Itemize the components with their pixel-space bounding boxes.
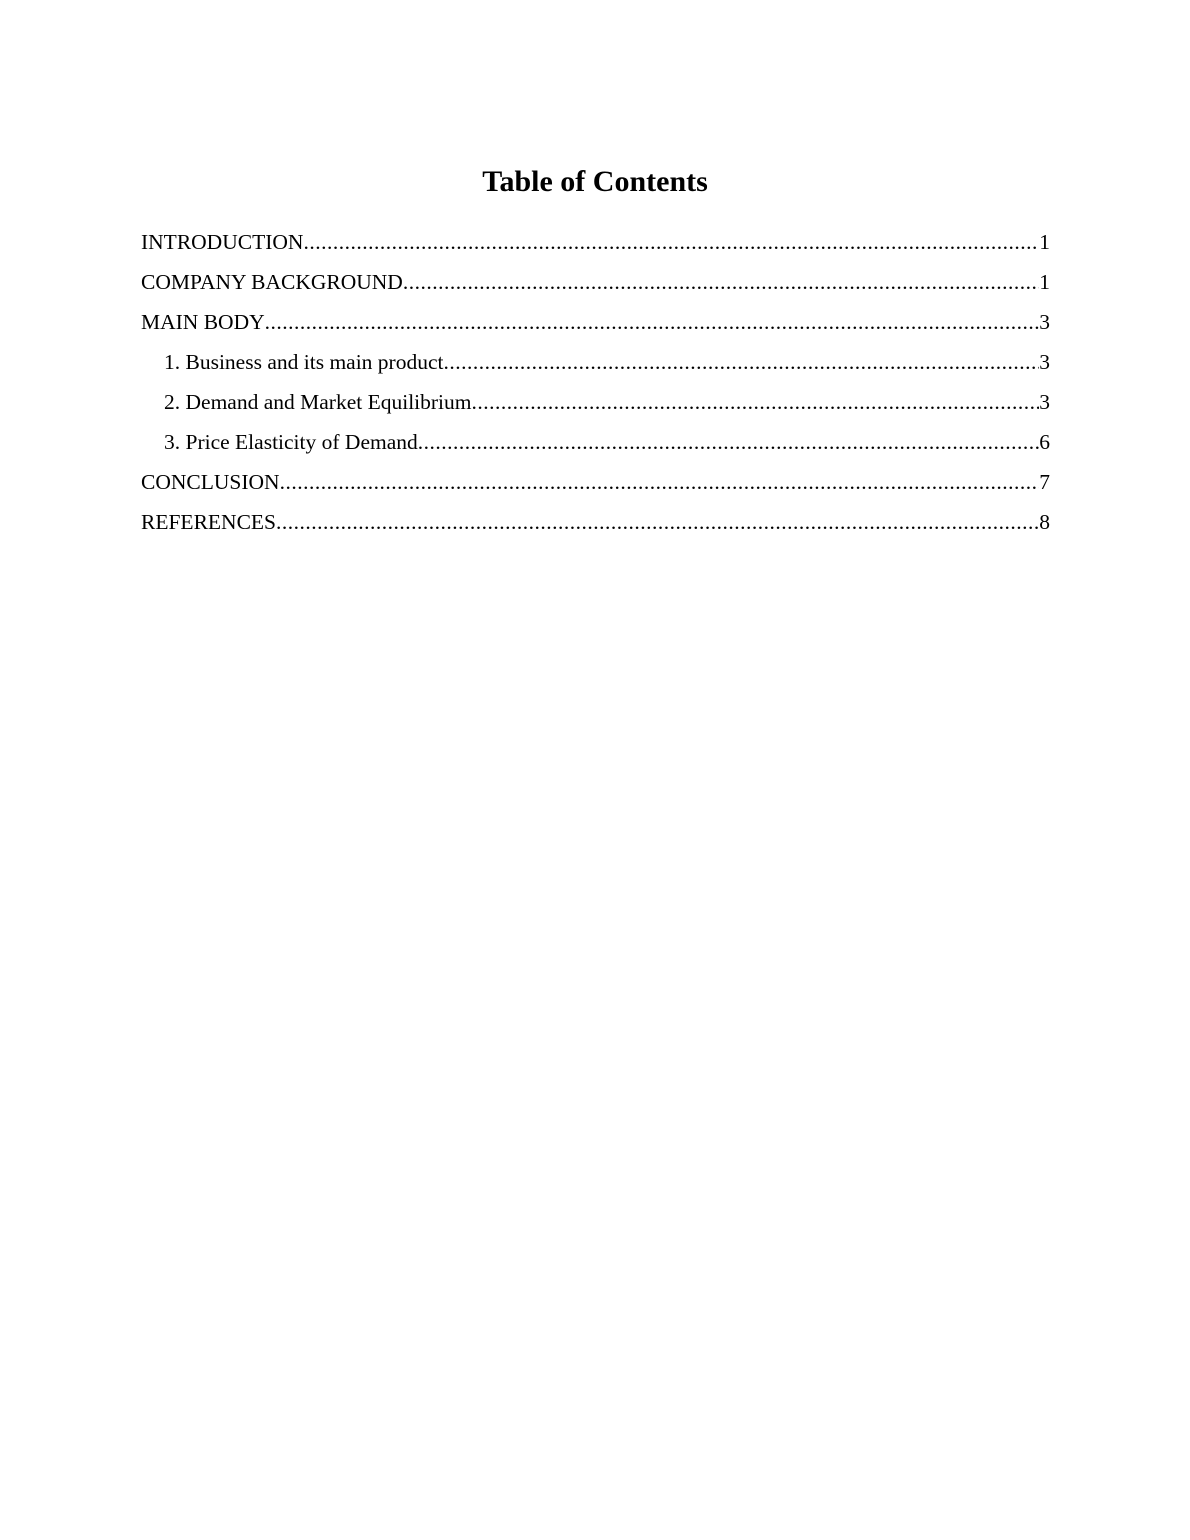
toc-entry-price-elasticity[interactable] [141, 422, 1050, 462]
toc-entry-company-background[interactable] [141, 262, 1050, 302]
toc-page-number: 7 [1039, 470, 1050, 494]
toc-page-number: 8 [1039, 510, 1050, 534]
toc-page-number: 1 [1039, 270, 1050, 294]
toc-entry-demand-market-equilibrium[interactable] [141, 382, 1050, 422]
toc-dot-leader [472, 382, 1040, 422]
toc-entry-label: 3. Price Elasticity of Demand [164, 430, 418, 454]
toc-entry-label: MAIN BODY [141, 310, 265, 334]
toc-title: Table of Contents [482, 165, 708, 198]
toc-entry-label: COMPANY BACKGROUND [141, 270, 403, 294]
toc-entry-label: INTRODUCTION [141, 230, 304, 254]
toc-dot-leader [280, 462, 1040, 502]
toc-page-number: 3 [1039, 310, 1050, 334]
toc-dot-leader [418, 422, 1040, 462]
toc-entry-references[interactable] [141, 502, 1050, 542]
toc-entry-conclusion[interactable] [141, 462, 1050, 502]
toc-dot-leader [403, 262, 1039, 302]
toc-entry-introduction[interactable] [141, 222, 1050, 262]
toc-entry-label: REFERENCES [141, 510, 276, 534]
toc-list [141, 222, 1050, 542]
toc-entry-label: CONCLUSION [141, 470, 280, 494]
toc-entry-label: 1. Business and its main product [164, 350, 444, 374]
toc-page-number: 1 [1039, 230, 1050, 254]
toc-dot-leader [265, 302, 1040, 342]
toc-page-number: 6 [1039, 430, 1050, 454]
toc-page-number: 3 [1039, 390, 1050, 414]
toc-entry-main-body[interactable] [141, 302, 1050, 342]
toc-dot-leader [443, 342, 1039, 382]
toc-entry-label: 2. Demand and Market Equilibrium [164, 390, 472, 414]
toc-page-number: 3 [1039, 350, 1050, 374]
toc-entry-business-main-product[interactable] [141, 342, 1050, 382]
toc-dot-leader [276, 502, 1039, 542]
toc-dot-leader [303, 222, 1039, 262]
